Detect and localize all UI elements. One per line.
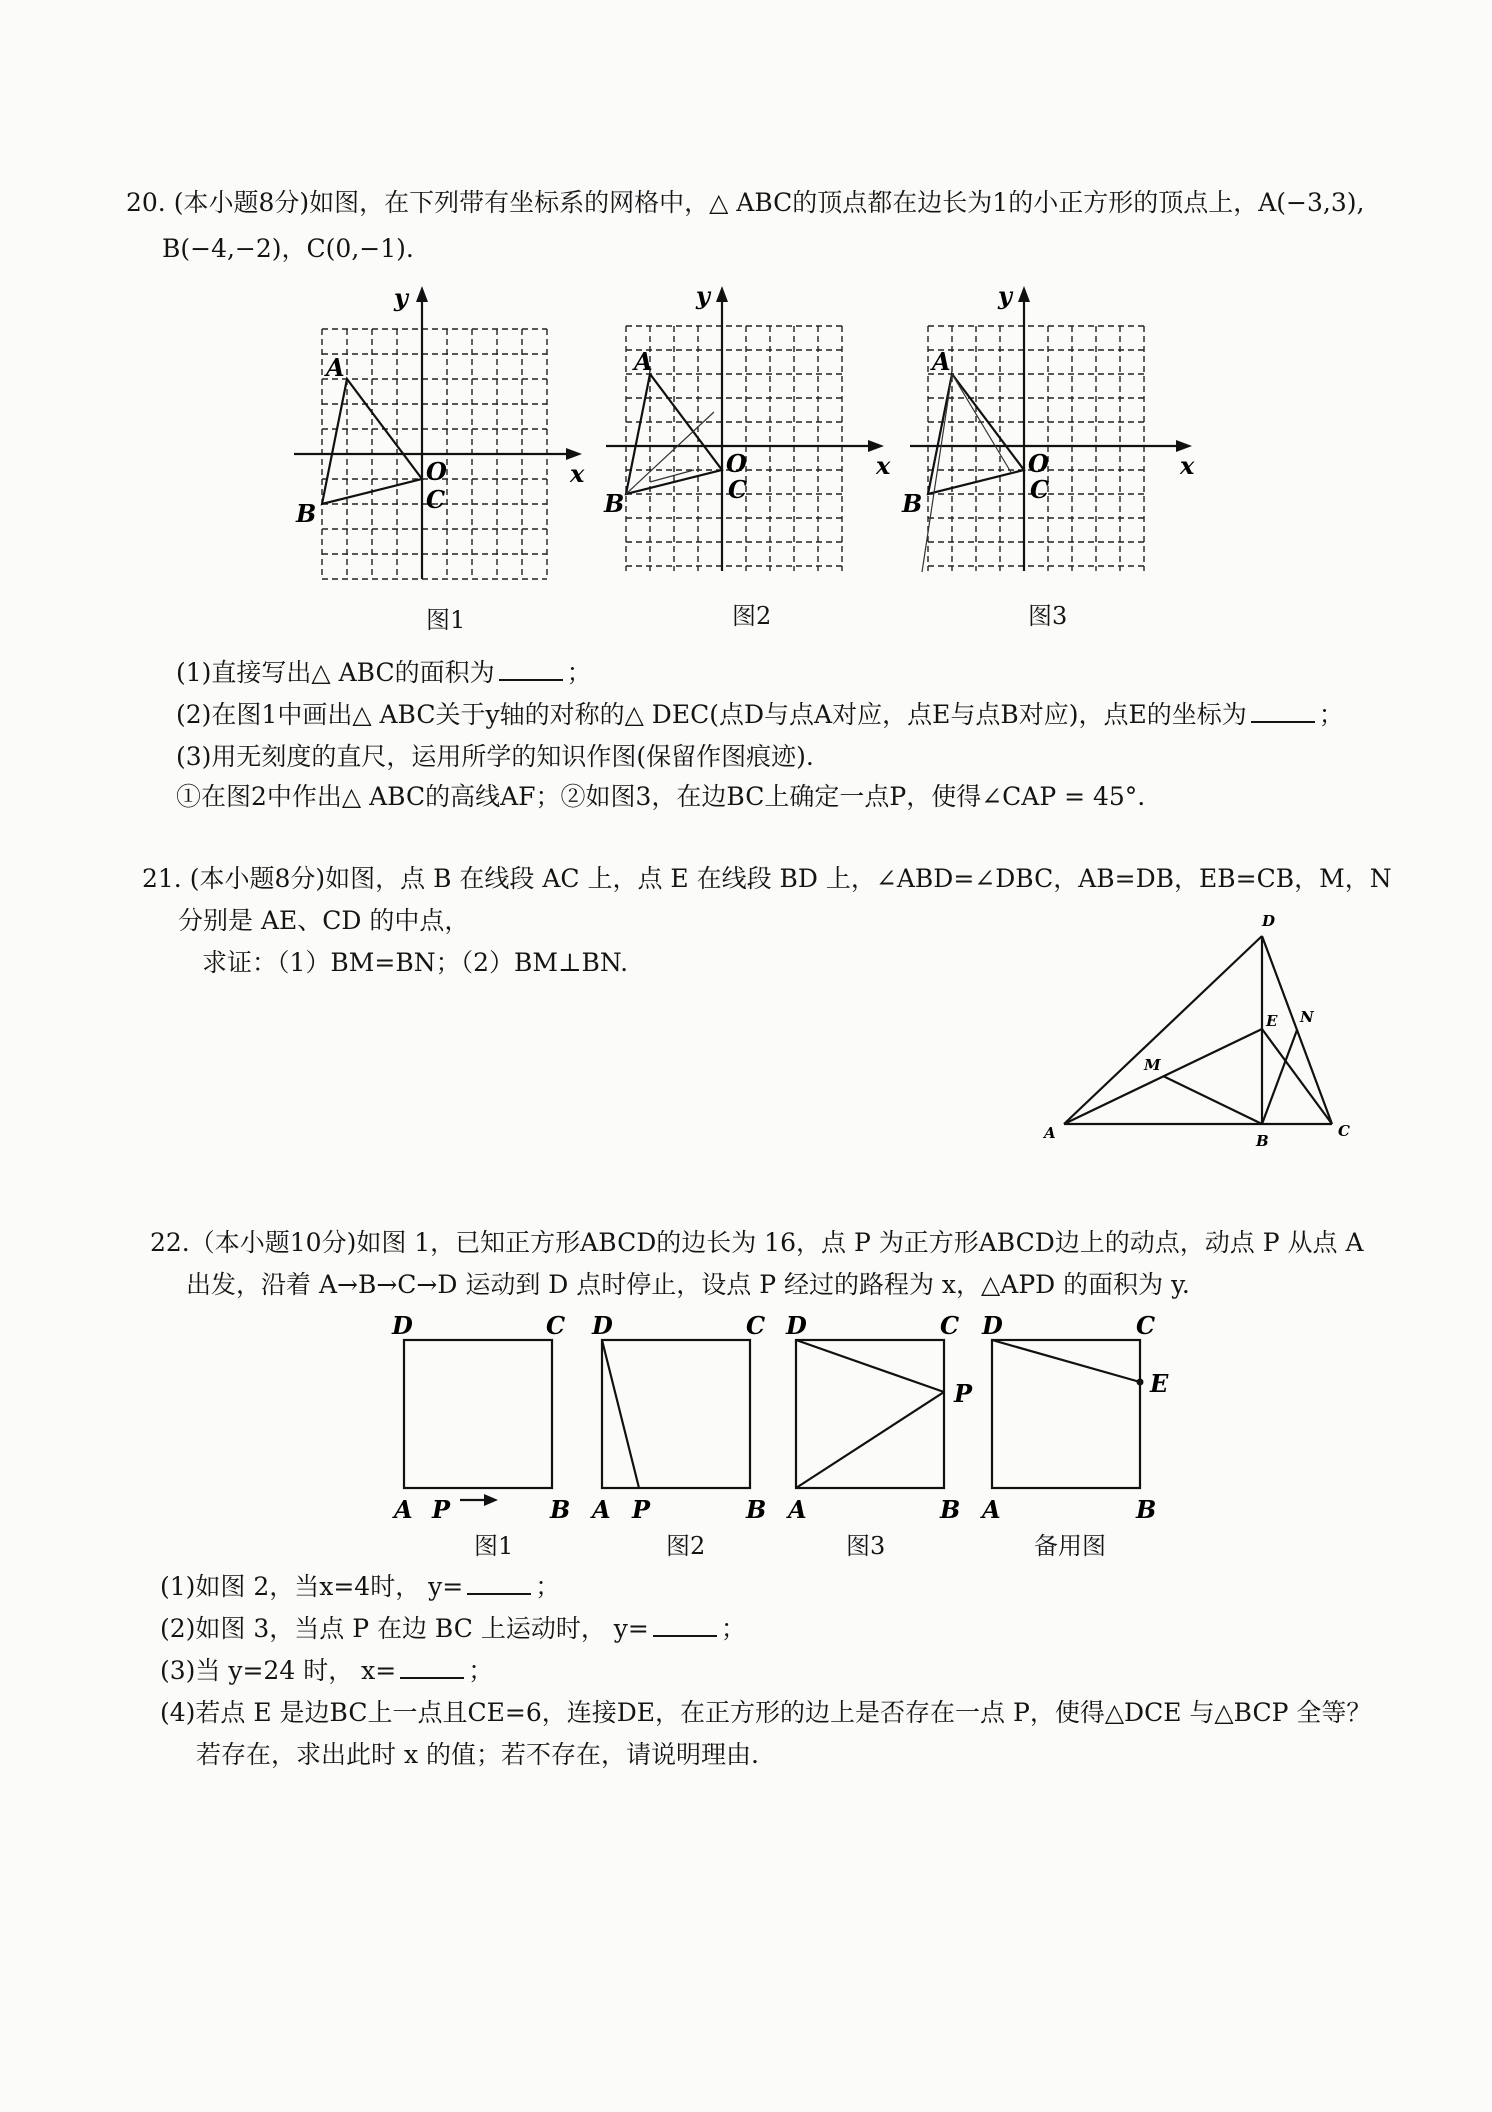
q22-sub2: (2)如图 3，当点 P 在边 BC 上运动时， y= ； (160, 1614, 746, 1643)
point-d-label: D (786, 1311, 807, 1340)
figure-caption-3: 图3 (846, 1532, 886, 1560)
q21-line1: 21. (本小题8分)如图，点 B 在线段 AC 上，点 E 在线段 BD 上，∠ABD=∠DBC，AB=DB，EB=CB，M，N (142, 864, 1392, 893)
q22-line1: 22.（本小题10分)如图 1，已知正方形ABCD的边长为 16，点 P 为正方形ABCD边上的动点，动点 P 从点 A (150, 1228, 1364, 1257)
y-axis-label: y (696, 281, 710, 310)
answer-blank (1251, 699, 1315, 723)
vertex-c-label: C (426, 485, 446, 514)
answer-blank (400, 1655, 464, 1679)
point-c-label: C (1136, 1311, 1156, 1340)
q20-figure-2 (596, 282, 896, 582)
construction-line (650, 470, 694, 482)
q20-sub3-items: ①在图2中作出△ ABC的高线AF；②如图3，在边BC上确定一点P，使得∠CAP = 45°. (176, 782, 1146, 811)
point-a-label: A (788, 1495, 807, 1524)
point-a-label: A (1044, 1124, 1056, 1142)
point-b-label: B (1256, 1132, 1269, 1150)
q22-sub4-line1: (4)若点 E 是边BC上一点且CE=6，连接DE，在正方形的边上是否存在一点 P，使得△DCE 与△BCP 全等？ (160, 1698, 1372, 1727)
answer-blank (499, 657, 563, 681)
point-d-label: D (982, 1311, 1003, 1340)
figure-caption-2: 图2 (666, 1532, 706, 1560)
point-d-label: D (392, 1311, 413, 1340)
point-c-label: C (1338, 1122, 1350, 1140)
arrow-icon (484, 1494, 498, 1506)
q22-sub3: (3)当 y=24 时， x= ； (160, 1656, 494, 1685)
figure-caption-2: 图2 (732, 602, 772, 630)
point-d-label: D (592, 1311, 613, 1340)
point-a-label: A (982, 1495, 1001, 1524)
vertex-a-label: A (634, 347, 653, 376)
q22-sub1: (1)如图 2，当x=4时， y= ； (160, 1572, 561, 1601)
point-n-label: N (1300, 1008, 1314, 1026)
point-c-label: C (546, 1311, 566, 1340)
point-e-label: E (1266, 1012, 1278, 1030)
q22-figure-1 (386, 1308, 571, 1528)
point-p-label: P (432, 1495, 451, 1524)
construction-line (922, 374, 952, 572)
q21-figure (1030, 906, 1370, 1150)
x-axis-label: x (1180, 451, 1195, 480)
construction-line (952, 374, 1012, 474)
q21-line3: 求证：（1）BM=BN；（2）BM⊥BN. (202, 948, 629, 977)
y-axis-label: y (394, 283, 408, 312)
q22-figure-2 (586, 1308, 766, 1528)
q20-figure-1 (290, 282, 590, 582)
q20-line2: B(−4,−2)，C(0,−1). (162, 234, 414, 263)
point-b-label: B (550, 1495, 571, 1524)
figure-caption-1: 图1 (474, 1532, 514, 1560)
point-c-label: C (940, 1311, 960, 1340)
figure-caption-1: 图1 (426, 606, 466, 634)
q22-sub4-line2: 若存在，求出此时 x 的值；若不存在，请说明理由. (196, 1740, 759, 1769)
answer-blank (653, 1613, 717, 1637)
point-d-label: D (1262, 912, 1276, 930)
vertex-a-label: A (932, 347, 951, 376)
point-c-label: C (746, 1311, 766, 1340)
vertex-a-label: A (326, 353, 345, 382)
origin-label: O (426, 457, 447, 486)
q20-sub3: (3)用无刻度的直尺，运用所学的知识作图(保留作图痕迹). (176, 742, 814, 771)
x-axis-label: x (570, 459, 585, 488)
point-b-label: B (940, 1495, 961, 1524)
x-axis-label: x (876, 451, 891, 480)
vertex-c-label: C (1030, 475, 1050, 504)
point-p-label: P (954, 1379, 973, 1408)
y-axis-label: y (998, 281, 1012, 310)
vertex-c-label: C (728, 475, 748, 504)
point-p-label: P (632, 1495, 651, 1524)
point-a-label: A (592, 1495, 611, 1524)
vertex-b-label: B (604, 489, 625, 518)
q20-figure-3 (902, 282, 1202, 582)
q22-figure-3 (780, 1308, 980, 1528)
point-e-label: E (1150, 1369, 1169, 1398)
origin-label: O (726, 449, 747, 478)
q20-sub2: (2)在图1中画出△ ABC关于y轴的对称的△ DEC(点D与点A对应，点E与点B对应)，点E的坐标为 ； (176, 700, 1344, 729)
figure-caption-3: 图3 (1028, 602, 1068, 630)
origin-label: O (1028, 449, 1049, 478)
point-b-label: B (746, 1495, 767, 1524)
q22-line2: 出发，沿着 A→B→C→D 运动到 D 点时停止，设点 P 经过的路程为 x，△APD 的面积为 y. (186, 1270, 1190, 1299)
figure-caption-spare: 备用图 (1034, 1532, 1106, 1560)
q20-sub1: (1)直接写出△ ABC的面积为 ； (176, 658, 592, 687)
q22-figure-spare (976, 1308, 1176, 1528)
point-a-label: A (394, 1495, 413, 1524)
q21-line2: 分别是 AE、CD 的中点， (178, 906, 470, 935)
q20-line1: 20. (本小题8分)如图，在下列带有坐标系的网格中，△ ABC的顶点都在边长为1的小正方形的顶点上，A(−3,3), (126, 188, 1365, 217)
vertex-b-label: B (296, 499, 317, 528)
point-b-label: B (1136, 1495, 1157, 1524)
point-m-label: M (1144, 1056, 1161, 1074)
answer-blank (467, 1571, 531, 1595)
vertex-b-label: B (902, 489, 923, 518)
